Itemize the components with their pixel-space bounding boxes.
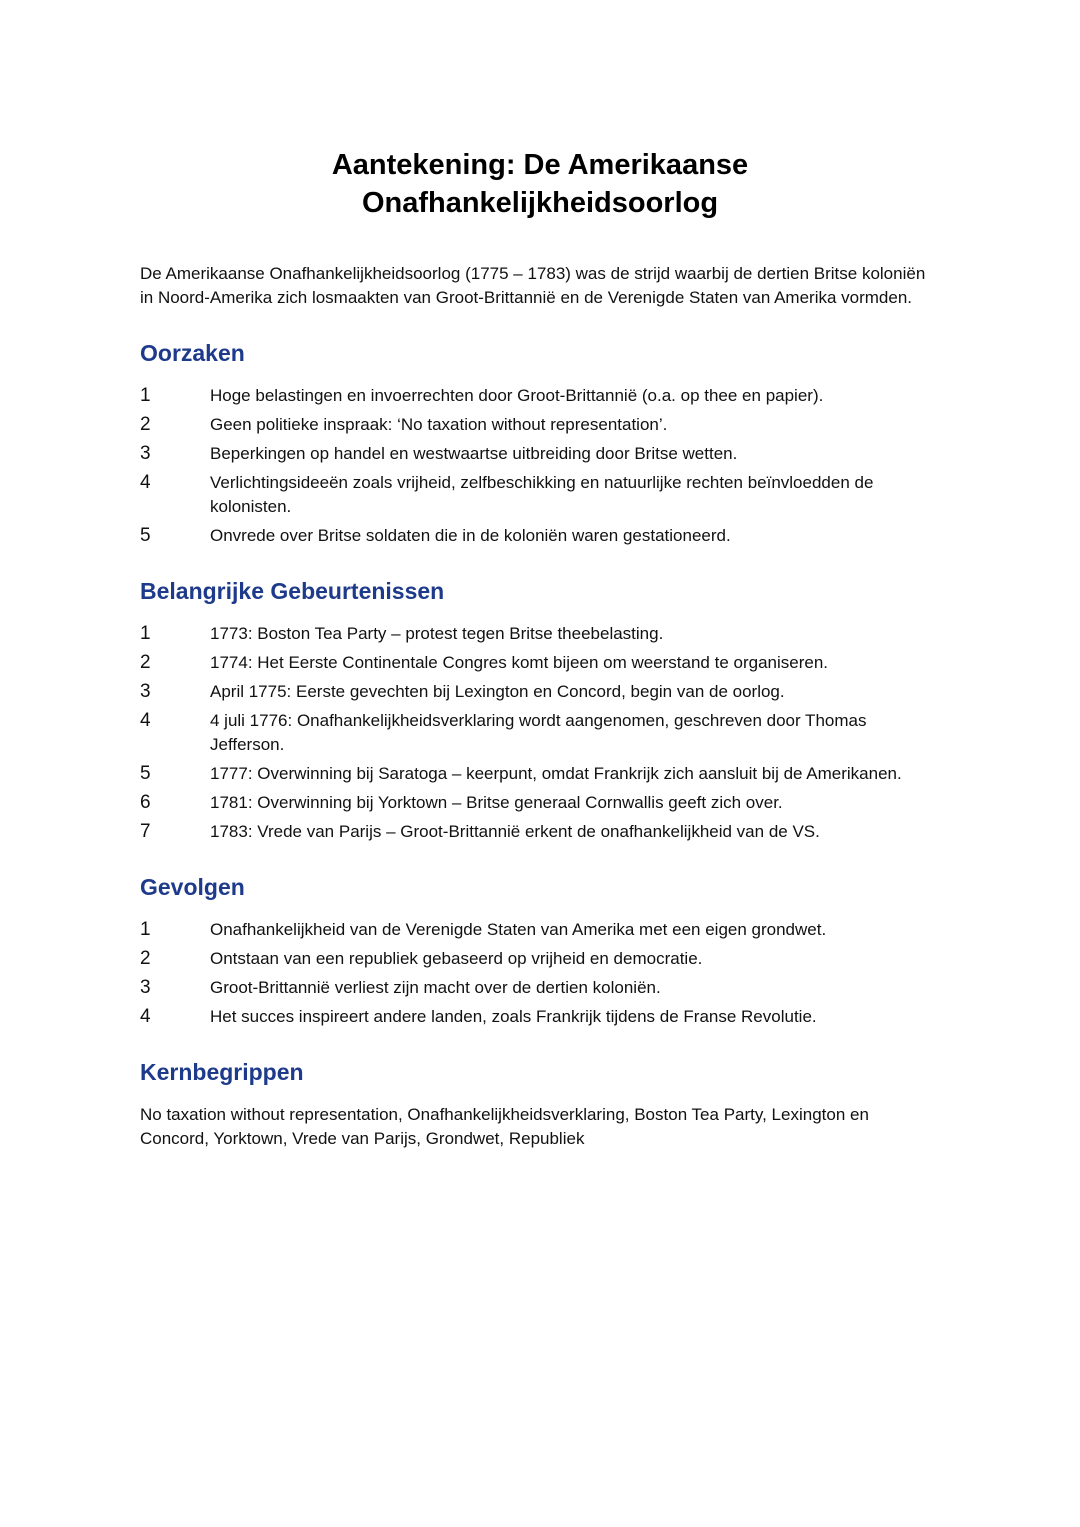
list-item	[140, 976, 940, 1000]
list-item-text: Verlichtingsideeën zoals vrijheid, zelfbeschikking en natuurlijke rechten beïnvloedden de kolonisten.	[210, 473, 874, 516]
list-item	[140, 384, 940, 408]
list-item	[140, 918, 940, 942]
list-item-number: 2	[140, 948, 151, 969]
list-item-text: Het succes inspireert andere landen, zoals Frankrijk tijdens de Franse Revolutie.	[210, 1007, 817, 1026]
list-item-number: 1	[140, 385, 151, 406]
list-item-number: 1	[140, 623, 151, 644]
list-item-number: 3	[140, 977, 151, 998]
section-heading-gevolgen: Gevolgen	[140, 874, 245, 900]
list-item-text: Ontstaan van een republiek gebaseerd op vrijheid en democratie.	[210, 949, 703, 968]
document-title-line1: Aantekening: De Amerikaanse	[331, 149, 749, 181]
list-item-number: 4	[140, 472, 151, 493]
gebeurtenissen-list	[140, 622, 940, 844]
list-item-text: Groot-Brittannië verliest zijn macht over de dertien koloniën.	[210, 978, 661, 997]
list-item-number: 2	[140, 414, 151, 435]
list-item	[140, 1005, 940, 1029]
list-item	[140, 442, 940, 466]
gevolgen-list	[140, 918, 940, 1029]
list-item-number: 5	[140, 525, 151, 546]
section-heading-oorzaken: Oorzaken	[140, 340, 245, 366]
list-item-number: 4	[140, 1006, 151, 1027]
document-title-line2: Onafhankelijkheidsoorlog	[361, 187, 719, 219]
list-item-text: Onafhankelijkheid van de Verenigde Staten van Amerika met een eigen grondwet.	[210, 920, 827, 939]
list-item-text: Onvrede over Britse soldaten die in de koloniën waren gestationeerd.	[210, 526, 731, 545]
intro-paragraph: De Amerikaanse Onafhankelijkheidsoorlog (1775 – 1783) was de strijd waarbij de dertien Britse koloniën in Noord-Amerika zich losmaakten van Groot-Brittannië en de Verenigde Staten van Amerika vormden.	[140, 264, 926, 307]
list-item-text: 1774: Het Eerste Continentale Congres komt bijeen om weerstand te organiseren.	[210, 653, 829, 672]
section-heading-belangrijke-gebeurtenissen: Belangrijke Gebeurtenissen	[140, 578, 445, 604]
document-title	[140, 146, 940, 222]
section-heading-kernbegrippen: Kernbegrippen	[140, 1059, 304, 1085]
list-item	[140, 680, 940, 704]
list-item-number: 3	[140, 681, 151, 702]
list-item-text: 1781: Overwinning bij Yorktown – Britse generaal Cornwallis geeft zich over.	[210, 793, 783, 812]
list-item-number: 2	[140, 652, 151, 673]
list-item-number: 5	[140, 763, 151, 784]
list-item-text: 1783: Vrede van Parijs – Groot-Brittannië erkent de onafhankelijkheid van de VS.	[210, 822, 820, 841]
list-item	[140, 471, 940, 519]
list-item-text: April 1775: Eerste gevechten bij Lexington en Concord, begin van de oorlog.	[210, 682, 785, 701]
oorzaken-list	[140, 384, 940, 548]
list-item-text: Beperkingen op handel en westwaartse uitbreiding door Britse wetten.	[210, 444, 738, 463]
list-item-number: 3	[140, 443, 151, 464]
list-item-number: 1	[140, 919, 151, 940]
list-item-number: 6	[140, 792, 151, 813]
list-item-text: 1773: Boston Tea Party – protest tegen Britse theebelasting.	[210, 624, 664, 643]
list-item	[140, 762, 940, 786]
list-item	[140, 791, 940, 815]
list-item	[140, 709, 940, 757]
list-item	[140, 524, 940, 548]
list-item-text: Hoge belastingen en invoerrechten door Groot-Brittannië (o.a. op thee en papier).	[210, 386, 824, 405]
list-item	[140, 413, 940, 437]
list-item	[140, 622, 940, 646]
list-item	[140, 947, 940, 971]
list-item	[140, 651, 940, 675]
list-item-number: 7	[140, 821, 151, 842]
list-item-text: Geen politieke inspraak: ‘No taxation without representation’.	[210, 415, 668, 434]
list-item	[140, 820, 940, 844]
list-item-text: 4 juli 1776: Onafhankelijkheidsverklaring wordt aangenomen, geschreven door Thomas Jefferson.	[210, 711, 867, 754]
list-item-text: 1777: Overwinning bij Saratoga – keerpunt, omdat Frankrijk zich aansluit bij de Amerikanen.	[210, 764, 902, 783]
kernbegrippen-paragraph: No taxation without representation, Onafhankelijkheidsverklaring, Boston Tea Party, Lexington en Concord, Yorktown, Vrede van Parijs, Grondwet, Republiek	[140, 1105, 869, 1148]
list-item-number: 4	[140, 710, 151, 731]
